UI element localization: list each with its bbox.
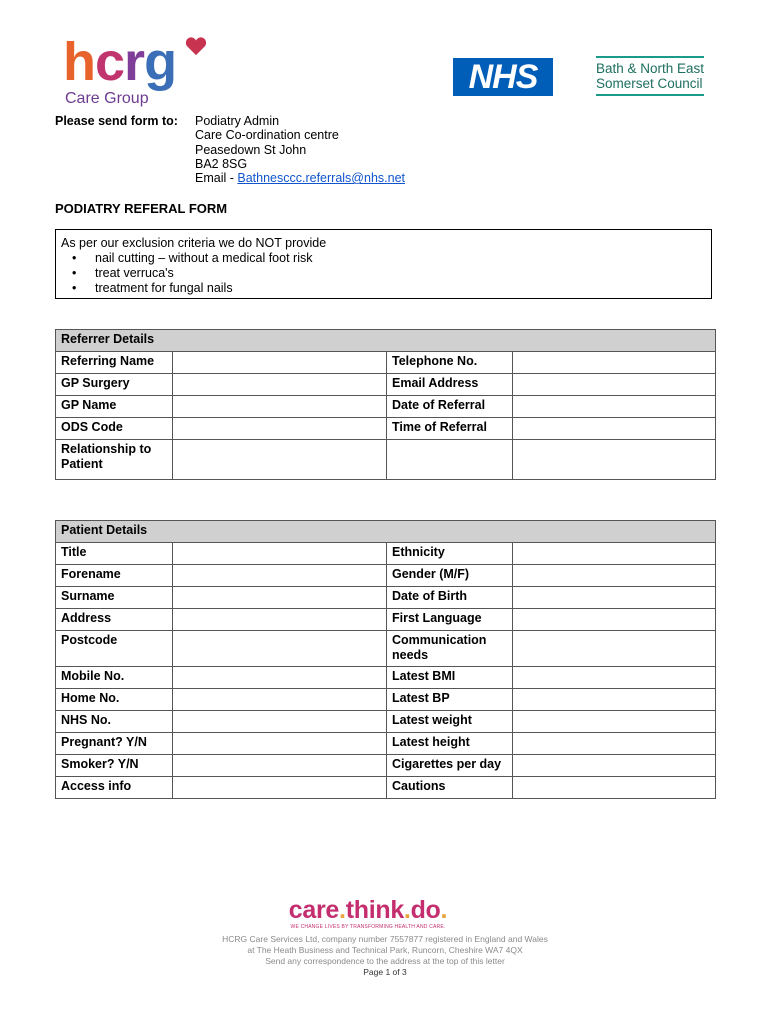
address-line-1: Podiatry Admin <box>195 114 280 128</box>
slogan-tagline: WE CHANGE LIVES BY TRANSFORMING HEALTH AND CARE. <box>290 924 446 930</box>
relationship-input[interactable] <box>173 440 387 480</box>
field-label: Title <box>56 543 173 565</box>
field-label: Forename <box>56 565 173 587</box>
field-label: ODS Code <box>56 418 173 440</box>
field-label: Cigarettes per day <box>387 755 513 777</box>
blank-cell <box>387 440 513 480</box>
latest-weight-input[interactable] <box>513 711 716 733</box>
communication-needs-input[interactable] <box>513 631 716 667</box>
hcrg-logo <box>63 32 213 110</box>
exclusion-box <box>55 229 712 299</box>
council-logo <box>596 56 706 96</box>
slogan-word: care <box>288 896 340 924</box>
first-language-input[interactable] <box>513 609 716 631</box>
field-label: GP Name <box>56 396 173 418</box>
send-form-label: Please send form to: <box>55 114 178 128</box>
field-label: Latest height <box>387 733 513 755</box>
date-of-birth-input[interactable] <box>513 587 716 609</box>
exclusion-item: • treat verruca's <box>95 266 706 281</box>
field-label: Access info <box>56 777 173 799</box>
patient-details-table <box>55 520 716 799</box>
field-label: Postcode <box>56 631 173 667</box>
slogan-word: do <box>410 896 441 924</box>
cautions-input[interactable] <box>513 777 716 799</box>
latest-bmi-input[interactable] <box>513 667 716 689</box>
exclusion-item: • nail cutting – without a medical foot risk <box>95 251 706 266</box>
email-prefix: Email - <box>195 171 238 186</box>
field-label: Ethnicity <box>387 543 513 565</box>
council-line-2: Somerset Council <box>596 76 703 91</box>
field-label: Mobile No. <box>56 667 173 689</box>
home-phone-input[interactable] <box>173 689 387 711</box>
telephone-input[interactable] <box>513 352 716 374</box>
form-title: PODIATRY REFERAL FORM <box>55 201 228 216</box>
gender-input[interactable] <box>513 565 716 587</box>
slogan: care.think.do. <box>288 896 448 924</box>
address-line-2: Care Co-ordination centre <box>195 128 339 143</box>
patient-section-header: Patient Details <box>56 521 716 543</box>
field-label: First Language <box>387 609 513 631</box>
time-of-referral-input[interactable] <box>513 418 716 440</box>
address-email-row <box>195 171 405 185</box>
field-label: Telephone No. <box>387 352 513 374</box>
cigarettes-per-day-input[interactable] <box>513 755 716 777</box>
footer-line-3: Send any correspondence to the address at the top of this letter <box>265 956 505 966</box>
field-label: Referring Name <box>56 352 173 374</box>
field-label: GP Surgery <box>56 374 173 396</box>
slogan-word: think <box>345 896 404 924</box>
care-think-do-logo <box>273 896 463 930</box>
council-line-1: Bath & North East <box>596 61 705 76</box>
field-label: Smoker? Y/N <box>56 755 173 777</box>
field-label: Surname <box>56 587 173 609</box>
footer-line-2: at The Heath Business and Technical Park, Runcorn, Cheshire WA7 4QX <box>247 945 523 955</box>
nhs-number-input[interactable] <box>173 711 387 733</box>
blank-cell <box>513 440 716 480</box>
page-number: Page 1 of 3 <box>363 967 407 977</box>
address-postcode: BA2 8SG <box>195 156 248 171</box>
ods-code-input[interactable] <box>173 418 387 440</box>
field-label: Communication needs <box>387 631 513 667</box>
field-label: NHS No. <box>56 711 173 733</box>
exclusion-item: • treatment for fungal nails <box>95 281 706 296</box>
heart-icon <box>185 36 207 56</box>
postcode-input[interactable] <box>173 631 387 667</box>
field-label: Gender (M/F) <box>387 565 513 587</box>
field-label: Latest BP <box>387 689 513 711</box>
gp-surgery-input[interactable] <box>173 374 387 396</box>
footer-line-1: HCRG Care Services Ltd, company number 7557877 registered in England and Wales <box>222 934 548 944</box>
latest-height-input[interactable] <box>513 733 716 755</box>
pregnant-input[interactable] <box>173 733 387 755</box>
field-label: Home No. <box>56 689 173 711</box>
hcrg-subtitle: Care Group <box>65 90 149 107</box>
nhs-logo: NHS <box>453 58 553 96</box>
field-label: Address <box>56 609 173 631</box>
latest-bp-input[interactable] <box>513 689 716 711</box>
date-of-referral-input[interactable] <box>513 396 716 418</box>
mobile-input[interactable] <box>173 667 387 689</box>
exclusion-intro: As per our exclusion criteria we do NOT provide <box>61 236 327 250</box>
title-input[interactable] <box>173 543 387 565</box>
referring-name-input[interactable] <box>173 352 387 374</box>
gp-name-input[interactable] <box>173 396 387 418</box>
referrer-details-table <box>55 329 716 480</box>
field-label: Pregnant? Y/N <box>56 733 173 755</box>
council-rule-bottom <box>596 94 704 96</box>
exclusion-list <box>61 251 706 296</box>
field-label: Cautions <box>387 777 513 799</box>
council-name <box>596 58 706 94</box>
referrer-section-header: Referrer Details <box>56 330 716 352</box>
email-address-input[interactable] <box>513 374 716 396</box>
ethnicity-input[interactable] <box>513 543 716 565</box>
field-label: Relationship to Patient <box>56 440 173 480</box>
field-label: Latest BMI <box>387 667 513 689</box>
field-label: Date of Referral <box>387 396 513 418</box>
field-label: Latest weight <box>387 711 513 733</box>
smoker-input[interactable] <box>173 755 387 777</box>
hcrg-wordmark: hcrg <box>63 32 177 92</box>
surname-input[interactable] <box>173 587 387 609</box>
address-line-3: Peasedown St John <box>195 142 307 157</box>
access-info-input[interactable] <box>173 777 387 799</box>
field-label: Time of Referral <box>387 418 513 440</box>
address-block <box>195 114 405 185</box>
forename-input[interactable] <box>173 565 387 587</box>
address-input[interactable] <box>173 609 387 631</box>
field-label: Date of Birth <box>387 587 513 609</box>
footer-company-info <box>0 934 770 967</box>
email-link[interactable]: Bathnesccc.referrals@nhs.net <box>237 171 406 186</box>
field-label: Email Address <box>387 374 513 396</box>
